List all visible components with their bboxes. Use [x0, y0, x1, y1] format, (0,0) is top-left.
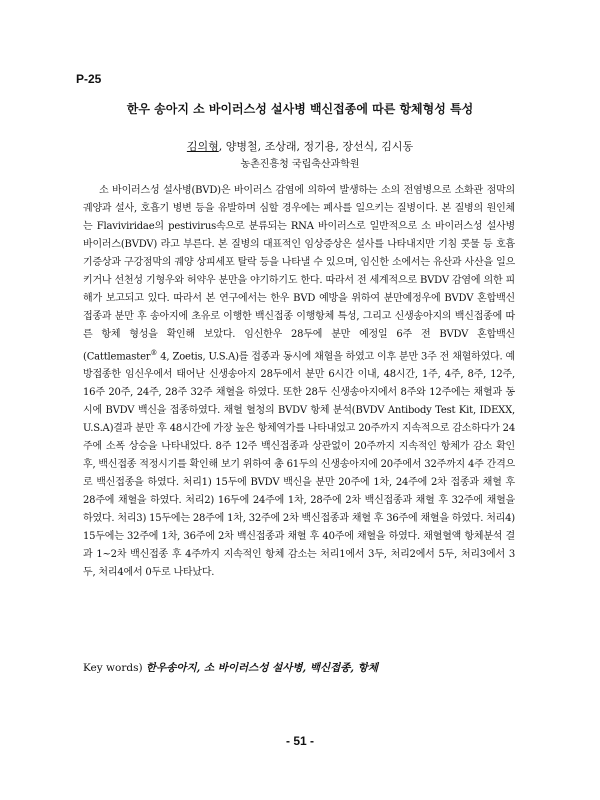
paper-title: 한우 송아지 소 바이러스성 설사병 백신접종에 따른 항체형성 특성 — [126, 102, 474, 116]
abstract-text-part2: 4, Zoetis, U.S.A)를 접종과 동시에 채혈을 하였고 이후 분만 3주 전 채혈하였다. 예방접종한 임신우에서 태어난 신생송아지 28두에서 분만 6시간 이내, 48시간, 1주, 4주, 8주, 12주, 16주 20주, 24주, 28주 32주 채혈을 하였다. 또한 28두 신생송아지에서 8주와 12주에는 채혈과 동시에 BVDV 백신을 접종하였다. 채혈 혈청의 BVDV 항체 분석(BVDV Antibody Test Kit, IDEXX, U.S.A)결과 분만 후 48시간에 가장 높은 항체역가를 나타내었고 20주까지 지속적으로 감소하다가 24주에 소폭 상승을 나타내었다. 8주 12주 백신접종과 상관없이 20주까지 지속적인 항체가 감소 확인 후, 백신접종 적정시기를 확인해 보기 위하여 총 61두의 신생송아지에 20주에서 32주까지 4주 간격으로 백신접종을 하였다. 처리1) 15두에 BVDV 백신을 분만 20주에 1차, 24주에 2차 접종과 채혈 후 28주에 채혈을 하였다. 처리2) 16두에 24주에 1차, 28주에 2차 백신접종과 채혈 후 32주에 채혈을 하였다. 처리3) 15두에는 28주에 1차, 32주에 2차 백신접종과 채혈 후 36주에 채혈을 하였다. 처리4) 15두에는 32주에 1차, 36주에 2차 백신접종과 채혈 후 40주에 채혈을 하였다. 채혈혈액 항체분석 결과 1~2차 백신접종 후 4주까지 지속적인 항체 감소는 처리1에서 3두, 처리2에서 5두, 처리3에서 3두, 처리4에서 0두로 나타났다. — [83, 351, 515, 579]
abstract-text-part1: 소 바이러스성 설사병(BVD)은 바이러스 감염에 의하여 발생하는 소의 전염병으로 소화관 점막의 궤양과 설사, 호흡기 병변 등을 유발하며 심할 경우에는 폐사를 일으키는 질병이다. 본 질병의 원인체는 Flaviviridae의 pestivirus속으로 분류되는 RNA 바이러스로 일반적으로 소 바이러스성 설사병 바이러스(BVDV) 라고 부른다. 본 질병의 대표적인 임상증상은 설사를 나타내지만 기침 콧물 등 호흡기증상과 구강점막의 궤양 상피세포 탈락 등을 나타낼 수 있으며, 임신한 소에서는 유산과 사산을 일으키거나 선천성 기형우와 허약우 분만을 야기하기도 한다. 따라서 전 세계적으로 BVDV 감염에 의한 피해가 보고되고 있다. 따라서 본 연구에서는 한우 BVD 예방을 위하여 분만예정우에 BVDV 혼합백신 접종과 분만 후 송아지에 초유로 이행한 백신접종 이행항체 특성, 그리고 신생송아지의 백신접종에 따른 항체 형성을 확인해 보았다. 임신한우 28두에 분만 예정일 6주 전 BVDV 혼합백신(Cattlemaster — [83, 185, 515, 363]
affiliation: 농촌진흥청 국립축산과학원 — [240, 159, 360, 170]
author-list — [0, 138, 600, 154]
keywords-line — [83, 660, 515, 675]
abstract-body — [83, 182, 515, 582]
page-number: - 51 - — [285, 734, 314, 748]
registered-mark: ® — [150, 349, 158, 357]
keywords-terms: 한우송아지, 소 바이러스성 설사병, 백신접종, 항체 — [145, 662, 379, 674]
poster-code: P-25 — [76, 72, 102, 86]
keywords-label: Key words) — [83, 662, 146, 674]
co-authors: , 양병철, 조상래, 정기용, 장선식, 김시동 — [218, 140, 414, 153]
presenting-author: 김의형 — [186, 140, 219, 153]
